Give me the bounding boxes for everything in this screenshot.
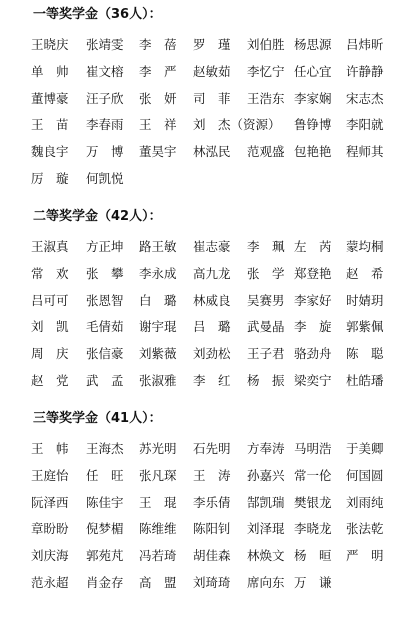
recipient-name: 樊银龙 xyxy=(294,494,332,510)
recipient-name: 任 旺 xyxy=(86,467,124,483)
recipient-name: 李乐倩 xyxy=(193,494,231,510)
recipient-name: 林泓民 xyxy=(193,144,231,160)
recipient-name: 刘泽琨 xyxy=(247,521,285,537)
recipient-name: 石先明 xyxy=(193,441,231,456)
recipient-name: 王 琨 xyxy=(139,494,177,510)
recipient-name: 严 明 xyxy=(346,548,384,564)
recipient-name: 郜凯瑞 xyxy=(247,494,285,510)
recipient-name: 武 孟 xyxy=(86,372,124,388)
first-prize-heading: 一等奖学金（36人）： xyxy=(33,7,162,22)
recipient-name: 汪子欣 xyxy=(86,90,124,106)
recipient-name: 刘琦琦 xyxy=(193,574,231,590)
recipient-name: 万 谦 xyxy=(294,574,332,590)
recipient-name: 董昊宇 xyxy=(139,144,177,160)
recipient-name: 张 学 xyxy=(247,265,285,281)
recipient-name: 魏良宇 xyxy=(31,144,69,160)
recipient-name: 肖金存 xyxy=(86,574,124,590)
name-row xyxy=(31,319,391,346)
recipient-name: 王庭怡 xyxy=(31,467,69,483)
recipient-name: 林威良 xyxy=(193,292,231,308)
recipient-name: 常一伦 xyxy=(294,467,332,483)
recipient-name: 蒙均桐 xyxy=(346,239,384,254)
recipient-name: 李 旋 xyxy=(294,319,332,335)
recipient-name: 罗 瑾 xyxy=(193,37,231,52)
recipient-name: 吕炜昕 xyxy=(346,37,384,52)
recipient-name: 刘劲松 xyxy=(193,346,231,362)
name-row xyxy=(31,495,391,522)
recipient-name: 王淑真 xyxy=(31,239,69,254)
recipient-name: 范永超 xyxy=(31,574,69,590)
name-row xyxy=(31,144,391,171)
recipient-name: 包艳艳 xyxy=(294,144,332,160)
recipient-name: 王子君 xyxy=(247,346,285,362)
name-row xyxy=(31,91,391,118)
recipient-name: 吕 璐 xyxy=(193,319,231,335)
first-prize-name-list xyxy=(31,37,391,198)
name-row xyxy=(31,293,391,320)
recipient-name: 赵 党 xyxy=(31,372,69,388)
recipient-name: 刘 杰（资源） xyxy=(193,117,281,133)
recipient-name: 王 涛 xyxy=(193,467,231,483)
name-row xyxy=(31,548,391,575)
name-row xyxy=(31,441,391,468)
recipient-name: 席向东 xyxy=(247,574,285,590)
recipient-name: 郭紫佩 xyxy=(346,319,384,335)
recipient-name: 刘紫薇 xyxy=(139,346,177,362)
second-prize-name-list xyxy=(31,239,391,400)
recipient-name: 李永成 xyxy=(139,265,177,281)
recipient-name: 陈佳宇 xyxy=(86,494,124,510)
recipient-name: 武曼晶 xyxy=(247,319,285,335)
recipient-name: 李 红 xyxy=(193,372,231,388)
recipient-name: 王 帏 xyxy=(31,441,69,456)
name-row xyxy=(31,468,391,495)
name-row xyxy=(31,37,391,64)
recipient-name: 李 蓓 xyxy=(139,37,177,52)
recipient-name: 郑登艳 xyxy=(294,265,332,281)
recipient-name: 王晓庆 xyxy=(31,37,69,52)
third-prize-heading: 三等奖学金（41人）： xyxy=(33,411,162,426)
recipient-name: 周 庆 xyxy=(31,346,69,362)
second-prize-heading: 二等奖学金（42人）： xyxy=(33,209,162,224)
recipient-name: 程师其 xyxy=(346,144,384,160)
recipient-name: 李家娴 xyxy=(294,90,332,106)
recipient-name: 王 苗 xyxy=(31,117,69,133)
recipient-name: 孙嘉兴 xyxy=(247,467,285,483)
recipient-name: 吴赛男 xyxy=(247,292,285,308)
recipient-name: 高 盟 xyxy=(139,574,177,590)
recipient-name: 章盼盼 xyxy=(31,521,69,537)
recipient-name: 王 祥 xyxy=(139,117,177,133)
recipient-name: 李晓龙 xyxy=(294,521,332,537)
recipient-name: 倪梦楣 xyxy=(86,521,124,537)
recipient-name: 陈阳钊 xyxy=(193,521,231,537)
recipient-name: 刘 凯 xyxy=(31,319,69,335)
recipient-name: 张 妍 xyxy=(139,90,177,106)
name-row xyxy=(31,266,391,293)
recipient-name: 李忆宁 xyxy=(247,63,285,79)
recipient-name: 鲁铮博 xyxy=(294,117,332,133)
recipient-name: 许静静 xyxy=(346,63,384,79)
recipient-name: 陈 聪 xyxy=(346,346,384,362)
recipient-name: 范观盛 xyxy=(247,144,285,160)
recipient-name: 时婧玥 xyxy=(346,292,384,308)
recipient-name: 李 珮 xyxy=(247,239,285,254)
name-row xyxy=(31,575,391,602)
name-row xyxy=(31,346,391,373)
recipient-name: 董博豪 xyxy=(31,90,69,106)
recipient-name: 王海杰 xyxy=(86,441,124,456)
recipient-name: 路王敏 xyxy=(139,239,177,254)
recipient-name: 方奉涛 xyxy=(247,441,285,456)
recipient-name: 何凯悦 xyxy=(86,170,124,186)
recipient-name: 郭苑芃 xyxy=(86,548,124,564)
recipient-name: 崔志豪 xyxy=(193,239,231,254)
recipient-name: 王浩东 xyxy=(247,90,285,106)
recipient-name: 高九龙 xyxy=(193,265,231,281)
recipient-name: 杜皓璠 xyxy=(346,372,384,388)
recipient-name: 张淑雅 xyxy=(139,372,177,388)
name-row xyxy=(31,239,391,266)
name-row xyxy=(31,373,391,400)
recipient-name: 张凡琛 xyxy=(139,467,177,483)
recipient-name: 宋志杰 xyxy=(346,90,384,106)
recipient-name: 刘庆海 xyxy=(31,548,69,564)
recipient-name: 常 欢 xyxy=(31,265,69,281)
name-row xyxy=(31,117,391,144)
recipient-name: 骆劲舟 xyxy=(294,346,332,362)
recipient-name: 白 璐 xyxy=(139,292,177,308)
recipient-name: 杨思源 xyxy=(294,37,332,52)
recipient-name: 张恩智 xyxy=(86,292,124,308)
recipient-name: 厉 璇 xyxy=(31,170,69,186)
recipient-name: 张 攀 xyxy=(86,265,124,281)
recipient-name: 毛倩茹 xyxy=(86,319,124,335)
recipient-name: 胡佳森 xyxy=(193,548,231,564)
name-row xyxy=(31,521,391,548)
recipient-name: 刘雨纯 xyxy=(346,494,384,510)
recipient-name: 何国圆 xyxy=(346,467,384,483)
recipient-name: 阮泽西 xyxy=(31,494,69,510)
recipient-name: 方正坤 xyxy=(86,239,124,254)
recipient-name: 梁奕宁 xyxy=(294,372,332,388)
recipient-name: 司 菲 xyxy=(193,90,231,106)
recipient-name: 杨 晅 xyxy=(294,548,332,564)
name-row xyxy=(31,64,391,91)
recipient-name: 左 芮 xyxy=(294,239,332,254)
recipient-name: 单 帅 xyxy=(31,63,69,79)
recipient-name: 林焕文 xyxy=(247,548,285,564)
recipient-name: 刘伯胜 xyxy=(247,37,285,52)
recipient-name: 冯若琦 xyxy=(139,548,177,564)
recipient-name: 李家好 xyxy=(294,292,332,308)
recipient-name: 赵敏茹 xyxy=(193,63,231,79)
recipient-name: 陈维维 xyxy=(139,521,177,537)
recipient-name: 谢宇琨 xyxy=(139,319,177,335)
recipient-name: 吕可可 xyxy=(31,292,69,308)
name-row xyxy=(31,171,391,198)
recipient-name: 马明浩 xyxy=(294,441,332,456)
recipient-name: 张信豪 xyxy=(86,346,124,362)
recipient-name: 李阳就 xyxy=(346,117,384,133)
recipient-name: 李春雨 xyxy=(86,117,124,133)
recipient-name: 万 博 xyxy=(86,144,124,160)
recipient-name: 张法乾 xyxy=(346,521,384,537)
recipient-name: 苏光明 xyxy=(139,441,177,456)
third-prize-name-list xyxy=(31,441,391,602)
recipient-name: 赵 希 xyxy=(346,265,384,281)
recipient-name: 李 严 xyxy=(139,63,177,79)
recipient-name: 任心宜 xyxy=(294,63,332,79)
recipient-name: 杨 振 xyxy=(247,372,285,388)
recipient-name: 张靖雯 xyxy=(86,37,124,52)
recipient-name: 崔文榕 xyxy=(86,63,124,79)
recipient-name: 于美卿 xyxy=(346,441,384,456)
